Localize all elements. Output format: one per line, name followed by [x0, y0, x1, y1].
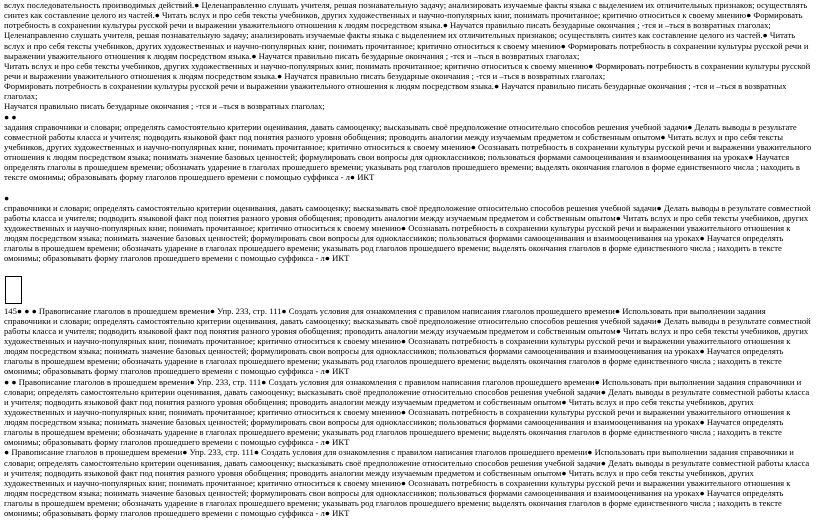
empty-table-cell — [5, 276, 22, 304]
spacer — [4, 264, 812, 274]
paragraph-intro: вслух последовательность производимых действий.● Целенаправленно слушать учителя, решая познавательную задачу; анализировать изучаемые факты языка с выделением их отличительных признаков; осуществлять синтез как составление целого из частей.● Читать вслух и про себя тексты учебников, других художественных и научно-популярных книг, понимать прочитанное; критично относиться к своему мнению● Формировать потребность в сохранении культуры русской речи и выражении уважительного отношения к людям посредством языка.● Научатся правильно писать безударные окончания ; -тся и –ться в возвратных глаголах; — [4, 0, 808, 31]
paragraph-lesson-145: 145● ● ● Правописание глаголов в прошедшем времени● Упр. 233, стр. 111● Создать условия для ознакомления с правилом написания глаголов прошедшего времени● Использовать при выполнении задания справочники и словари; определять самостоятельно критерии оценивания, давать самооценку; высказывать своё предположение относительно способов решения учебной задачи● Делать выводы в результате совместной работы класса и учителя; подводить языковой факт под понятия разного уровня обобщения; проводить аналогии между изучаемым предметом и собственным опытом● Читать вслух и про себя тексты учебников, других художественных и научно-популярных книг, понимать прочитанное; критично относиться к своему мнению● Осознавать потребность в сохранении культуры русской речи и выражении уважительного отношения к людям посредством языка; понимать значение базовых ценностей; формулировать свои вопросы для одноклассников; пользоваться формами самооценивания и взаимооценивания на уроках● Научатся определять глаголы в прошедшем времени; обозначать ударение в глаголах прошедшего времени; указывать род глаголов прошедшего времени; выделять окончания глаголов в форме единственного числа ; находить в тексте омонимы; образовывать форму глаголов прошедшего времени с помощью суффикса - л● ИКТ — [4, 305, 811, 377]
paragraph-endings: Научатся правильно писать безударные окончания ; -тся и –ться в возвратных глаголах; — [4, 101, 325, 112]
paragraph-tasks: задания справочники и словари; определять самостоятельно критерии оценивания, давать самооценку; высказывать своё предположение относительно способов решения учебной задачи● Делать выводы в результате совместной работы класса и учителя; подводить языковой факт под понятия разного уровня обобщения; проводить аналогии между изучаемым предметом и собственным опытом● Читать вслух и про себя тексты учебников, других художественных и научно-популярных книг, понимать прочитанное; критично относиться к своему мнению● Осознавать потребность в сохранении культуры русской речи и выражении уважительного отношения к людям посредством языка; понимать значение базовых ценностей; формулировать свои вопросы для одноклассников; пользоваться формами самооценивания и взаимооценивания на уроках● Научатся определять глаголы в прошедшем времени; обозначать ударение в глаголах прошедшего времени; указывать род глаголов прошедшего времени; выделять окончания глаголов в форме единственного числа ; находить в тексте омонимы; образовывать форму глаголов прошедшего времени с помощью суффикса - л● ИКТ — [4, 121, 812, 183]
bullet-mark: ● — [4, 192, 10, 203]
paragraph-reading: Читать вслух и про себя тексты учебников, других художественных и научно-популярных книг, понимать прочитанное; критично относиться к своему мнению● Формировать потребность в сохранении культуры русской речи и выражении уважительного отношения к людям посредством языка.● Научатся правильно писать безударные окончания ; -тся и –ться в возвратных глаголах; — [4, 60, 811, 81]
spacer — [4, 183, 812, 193]
paragraph-lesson-repeat-2: ● Правописание глаголов в прошедшем времени● Упр. 233, стр. 111● Создать условия для ознакомления с правилом написания глаголов прошедшего времени● Использовать при выполнении задания справочники и словари; определять самостоятельно критерии оценивания, давать самооценку; высказывать своё предположение относительно способов решения учебной задачи● Делать выводы в результате совместной работы класса и учителя; подводить языковой факт под понятия разного уровня обобщения; проводить аналогии между изучаемым предметом и собственным опытом● Читать вслух и про себя тексты учебников, других художественных и научно-популярных книг, понимать прочитанное; критично относиться к своему мнению● Осознавать потребность в сохранении культуры русской речи и выражении уважительного отношения к людям посредством языка; понимать значение базовых ценностей; формулировать свои вопросы для одноклассников; пользоваться формами самооценивания и взаимооценивания на уроках● Научатся определять глаголы в прошедшем времени; обозначать ударение в глаголах прошедшего времени; указывать род глаголов прошедшего времени; выделять окончания глаголов в форме единственного числа ; находить в тексте омонимы; образовывать форму глаголов прошедшего времени с помощью суффикса - л● ИКТ — [4, 447, 810, 519]
paragraph-reference: справочники и словари; определять самостоятельно критерии оценивания, давать самооценку; высказывать своё предположение относительно способов решения учебной задачи● Делать выводы в результате совместной работы класса и учителя; подводить языковой факт под понятия разного уровня обобщения; проводить аналогии между изучаемым предметом и собственным опытом● Читать вслух и про себя тексты учебников, других художественных и научно-популярных книг, понимать прочитанное; критично относиться к своему мнению● Осознавать потребность в сохранении культуры русской речи и выражении уважительного отношения к людям посредством языка; понимать значение базовых ценностей; формулировать свои вопросы для одноклассников; пользоваться формами самооценивания и взаимооценивания на уроках● Научатся определять глаголы в прошедшем времени; обозначать ударение в глаголах прошедшего времени; указывать род глаголов прошедшего времени; выделять окончания глаголов в форме единственного числа ; находить в тексте омонимы; образовывать форму глаголов прошедшего времени с помощью суффикса - л● ИКТ — [4, 202, 811, 264]
paragraph-lesson-repeat-1: ● ● Правописание глаголов в прошедшем времени● Упр. 233, стр. 111● Создать условия для ознакомления с правилом написания глаголов прошедшего времени● Использовать при выполнении задания справочники и словари; определять самостоятельно критерии оценивания, давать самооценку; высказывать своё предположение относительно способов решения учебной задачи● Делать выводы в результате совместной работы класса и учителя; подводить языковой факт под понятия разного уровня обобщения; проводить аналогии между изучаемым предметом и собственным опытом● Читать вслух и про себя тексты учебников, других художественных и научно-популярных книг, понимать прочитанное; критично относиться к своему мнению● Осознавать потребность в сохранении культуры русской речи и выражении уважительного отношения к людям посредством языка; понимать значение базовых ценностей; формулировать свои вопросы для одноклассников; пользоваться формами самооценивания и взаимооценивания на уроках● Научатся определять глаголы в прошедшем времени; обозначать ударение в глаголах прошедшего времени; указывать род глаголов прошедшего времени; выделять окончания глаголов в форме единственного числа ; находить в тексте омонимы; образовывать форму глаголов прошедшего времени с помощью суффикса - л● ИКТ — [4, 376, 810, 448]
bullet-marks: ● ● — [4, 111, 17, 122]
paragraph-listening: Целенаправленно слушать учителя, решая познавательную задачу; анализировать изучаемые факты языка с выделением их отличительных признаков; осуществлять синтез как составление целого из частей.● Читать вслух и про себя тексты учебников, других художественных и научно-популярных книг, понимать прочитанное; критично относиться к своему мнению● Формировать потребность в сохранении культуры русской речи и выражении уважительного отношения к людям посредством языка.● Научатся правильно писать безударные окончания ; -тся и –ться в возвратных глаголах; — [4, 30, 809, 61]
paragraph-culture: Формировать потребность в сохранении культуры русской речи и выражении уважительного отношения к людям посредством языка.● Научатся правильно писать безударные окончания ; -тся и –ться в возвратных глаголах; — [4, 81, 787, 102]
